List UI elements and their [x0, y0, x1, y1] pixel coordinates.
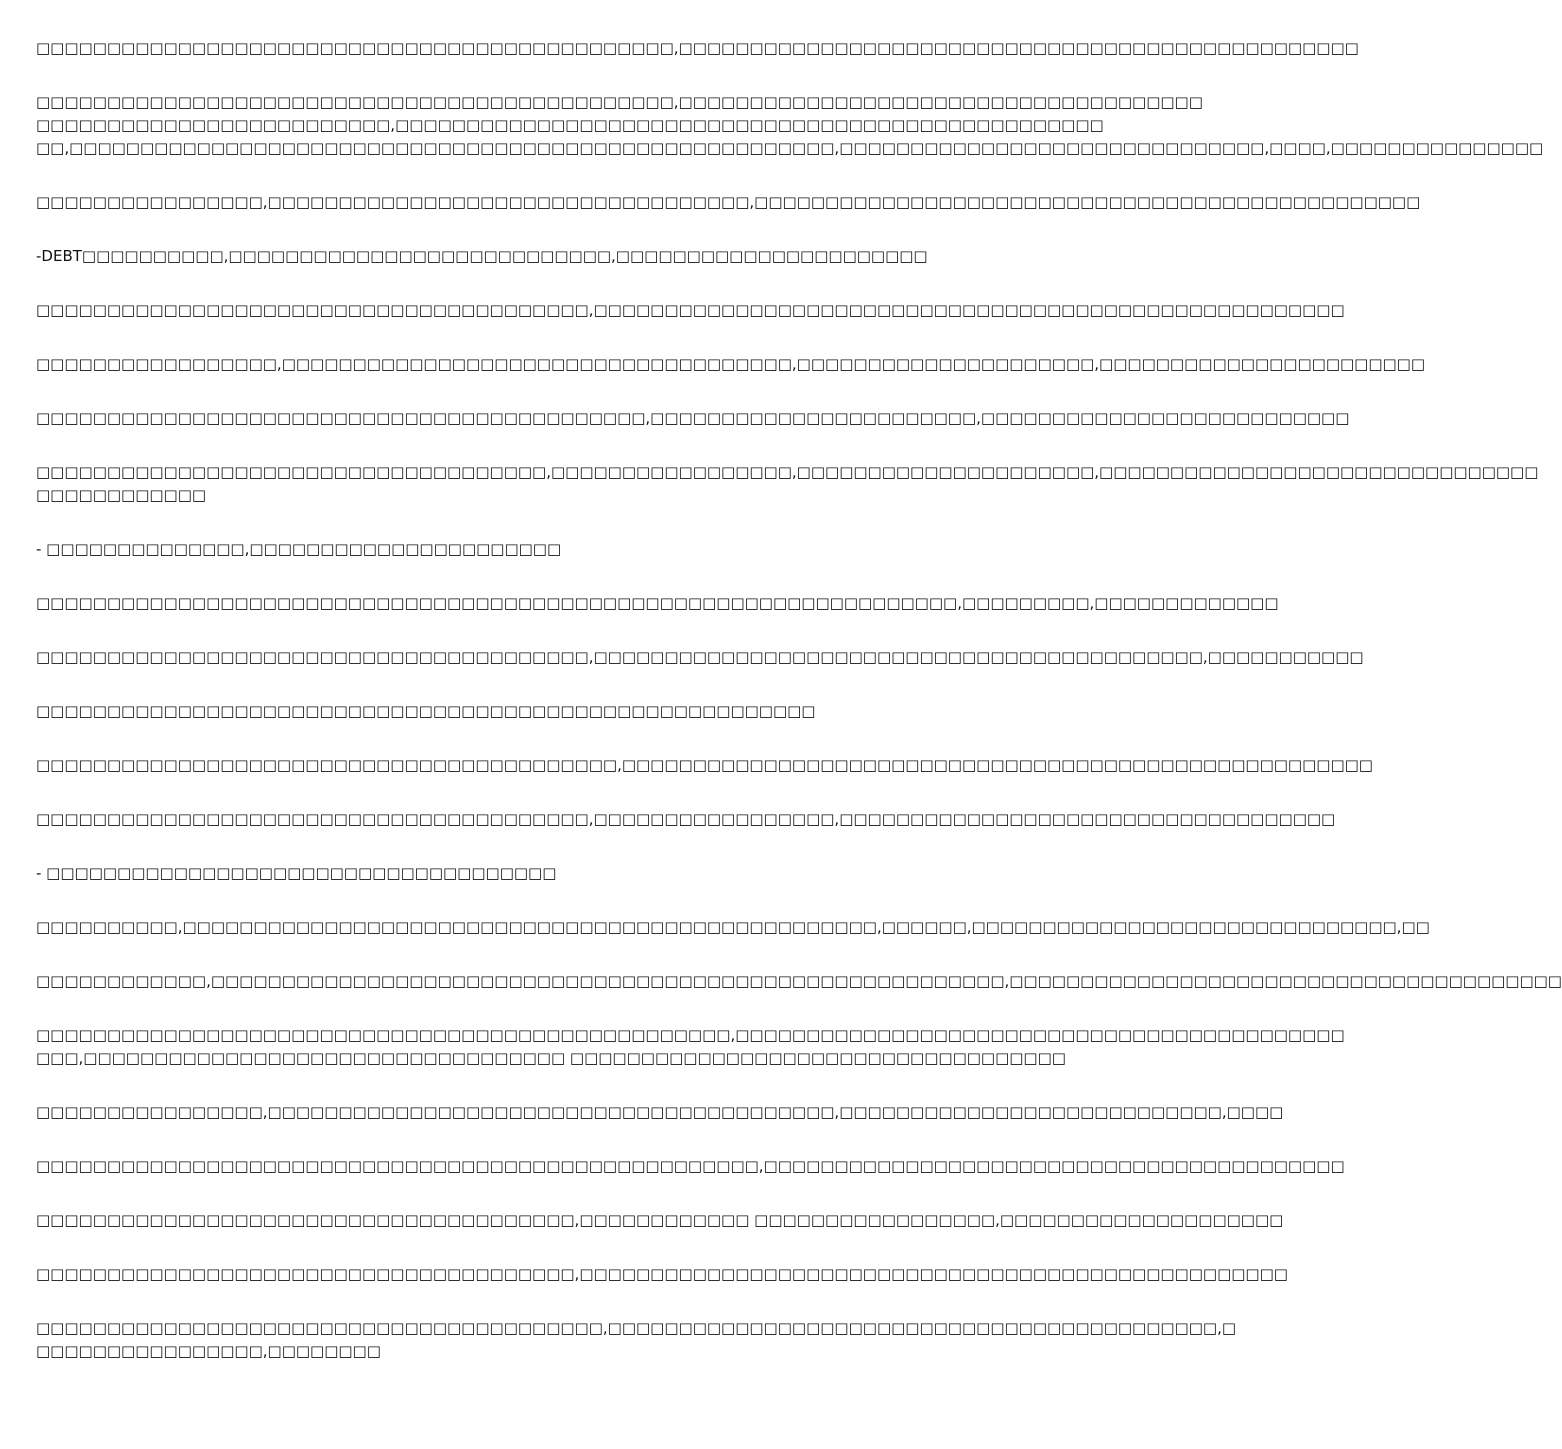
paragraph: □□□□□□□□□□□□□□□□□□□□□□□□□□□□□□□□□□□□□□□□□□□□□□□□□□□□□□□ — [36, 702, 816, 720]
paragraph: □□□□□□□□□□□□□□□□□□□□□□□□□□□□□□□□□□□□□□□□□□□□□,□□□□□□□□□□□□□□□□□□□□□□□□□□□□□□□□□□□□□□□□□□□□□□□□ — [36, 39, 1359, 57]
list-item: - □□□□□□□□□□□□□□,□□□□□□□□□□□□□□□□□□□□□□ — [36, 540, 562, 558]
paragraph: □□□□□□□□□□□□□□□□□□□□□□□□□□□□□□□□□□□□,□□□□□□□□□□□□□□□□□,□□□□□□□□□□□□□□□□□□□□□,□□□□□□□□□□□□□□□□□□□□□□□□□□□□□□□ □□□□□□□□□□□□ — [36, 463, 1539, 504]
paragraph: □□□□□□□□□□□□□□□□□□□□□□□□□□□□□□□□□□□□□□,□□□□□□□□□□□□ □□□□□□□□□□□□□□□□□,□□□□□□□□□□□□□□□□□□□□ — [36, 1211, 1284, 1229]
paragraph: □□□□□□□□□□□□□□□□□□□□□□□□□□□□□□□□□□□□□□□□□□□□□□□□□,□□□□□□□□□□□□□□□□□□□□□□□□□□□□□□□□□□□□□□□□□□□ □□□,□□□□□□□□□□□□□□□□□□□□□□□□□□□□□□□□□□ □□□□□□□□□□□□□□□□□□□□□□□□□□□□□□□□□□□ — [36, 1026, 1345, 1067]
paragraph: □□□□□□□□□□□□□□□□□□□□□□□□□□□□□□□□□□□□□□□□□□□□□□□□□□□□□□□□□□□□□□□□□,□□□□□□□□□,□□□□□□□□□□□□□ — [36, 594, 1279, 612]
list-item: -DEBT□□□□□□□□□□,□□□□□□□□□□□□□□□□□□□□□□□□□□□,□□□□□□□□□□□□□□□□□□□□□□ — [36, 247, 928, 265]
paragraph: □□□□□□□□□□□□□□□□□□□□□□□□□□□□□□□□□□□□□□□□□□□,□□□□□□□□□□□□□□□□□□□□□□□,□□□□□□□□□□□□□□□□□□□□□□□□□□ — [36, 409, 1350, 427]
paragraph: □□□□□□□□□□□□□□□□,□□□□□□□□□□□□□□□□□□□□□□□□□□□□□□□□□□□□□□□□,□□□□□□□□□□□□□□□□□□□□□□□□□□□,□□□□ — [36, 1103, 1284, 1121]
document-body — [36, 37, 1562, 1363]
list-item: - □□□□□□□□□□□□□□□□□□□□□□□□□□□□□□□□□□□□ — [36, 864, 557, 882]
paragraph: □□□□□□□□□□□□□□□□□□□□□□□□□□□□□□□□□□□□□□□□,□□□□□□□□□□□□□□□□□□□□□□□□□□□□□□□□□□□□□□□□□□□,□ □□□□□□□□□□□□□□□□,□□□□□□□□ — [36, 1319, 1237, 1360]
paragraph: □□□□□□□□□□□□□□□□□□□□□□□□□□□□□□□□□□□□□□□□□□□□□,□□□□□□□□□□□□□□□□□□□□□□□□□□□□□□□□□□□□□ □□□□□□□□□□□□□□□□□□□□□□□□□,□□□□□□□□□□□□□□□□□□□□□□□□□□□□□□□□□□□□□□□□□□□□□□□□□□ □□,□□□□□□□□□□□□□□□□□□□□□□□□□□□□□□□□□□□□□□□□□□□□□□□□□□□□□□,□□□□□□□□□□□□□□□□□□□□□□□□□□□□□□,□□□□,□□□□□□□□□□□□□□□ — [36, 93, 1544, 157]
paragraph: □□□□□□□□□□□□□□□□□□□□□□□□□□□□□□□□□□□□□□□□□□□□□□□□□□□,□□□□□□□□□□□□□□□□□□□□□□□□□□□□□□□□□□□□□□□□□ — [36, 1157, 1345, 1175]
paragraph: □□□□□□□□□□□□□□□□□□□□□□□□□□□□□□□□□□□□□□□,□□□□□□□□□□□□□□□□□□□□□□□□□□□□□□□□□□□□□□□□□□□,□□□□□□□□□□□ — [36, 648, 1364, 666]
paragraph: □□□□□□□□□□□□□□□□□□□□□□□□□□□□□□□□□□□□□□□,□□□□□□□□□□□□□□□□□,□□□□□□□□□□□□□□□□□□□□□□□□□□□□□□□□□□□ — [36, 810, 1336, 828]
paragraph: □□□□□□□□□□□□,□□□□□□□□□□□□□□□□□□□□□□□□□□□□□□□□□□□□□□□□□□□□□□□□□□□□□□□□,□□□□□□□□□□□□□□□□□□□□□□□□□□□□□□□□□□□□□□□ — [36, 972, 1562, 990]
paragraph: □□□□□□□□□□□□□□□□□□□□□□□□□□□□□□□□□□□□□□,□□□□□□□□□□□□□□□□□□□□□□□□□□□□□□□□□□□□□□□□□□□□□□□□□□ — [36, 1265, 1288, 1283]
paragraph: □□□□□□□□□□□□□□□□□□□□□□□□□□□□□□□□□□□□□□□,□□□□□□□□□□□□□□□□□□□□□□□□□□□□□□□□□□□□□□□□□□□□□□□□□□□□□ — [36, 301, 1345, 319]
paragraph: □□□□□□□□□□□□□□□□,□□□□□□□□□□□□□□□□□□□□□□□□□□□□□□□□□□,□□□□□□□□□□□□□□□□□□□□□□□□□□□□□□□□□□□□□□□□□□□□□□□ — [36, 193, 1421, 211]
paragraph: □□□□□□□□□□□□□□□□□□□□□□□□□□□□□□□□□□□□□□□□□,□□□□□□□□□□□□□□□□□□□□□□□□□□□□□□□□□□□□□□□□□□□□□□□□□□□□□ — [36, 756, 1373, 774]
paragraph: □□□□□□□□□□□□□□□□□,□□□□□□□□□□□□□□□□□□□□□□□□□□□□□□□□□□□□,□□□□□□□□□□□□□□□□□□□□□,□□□□□□□□□□□□□□□□□□□□□□□ — [36, 355, 1426, 373]
paragraph: □□□□□□□□□□,□□□□□□□□□□□□□□□□□□□□□□□□□□□□□□□□□□□□□□□□□□□□□□□□□,□□□□□□,□□□□□□□□□□□□□□□□□□□□□□□□□□□□□□,□□ — [36, 918, 1430, 936]
